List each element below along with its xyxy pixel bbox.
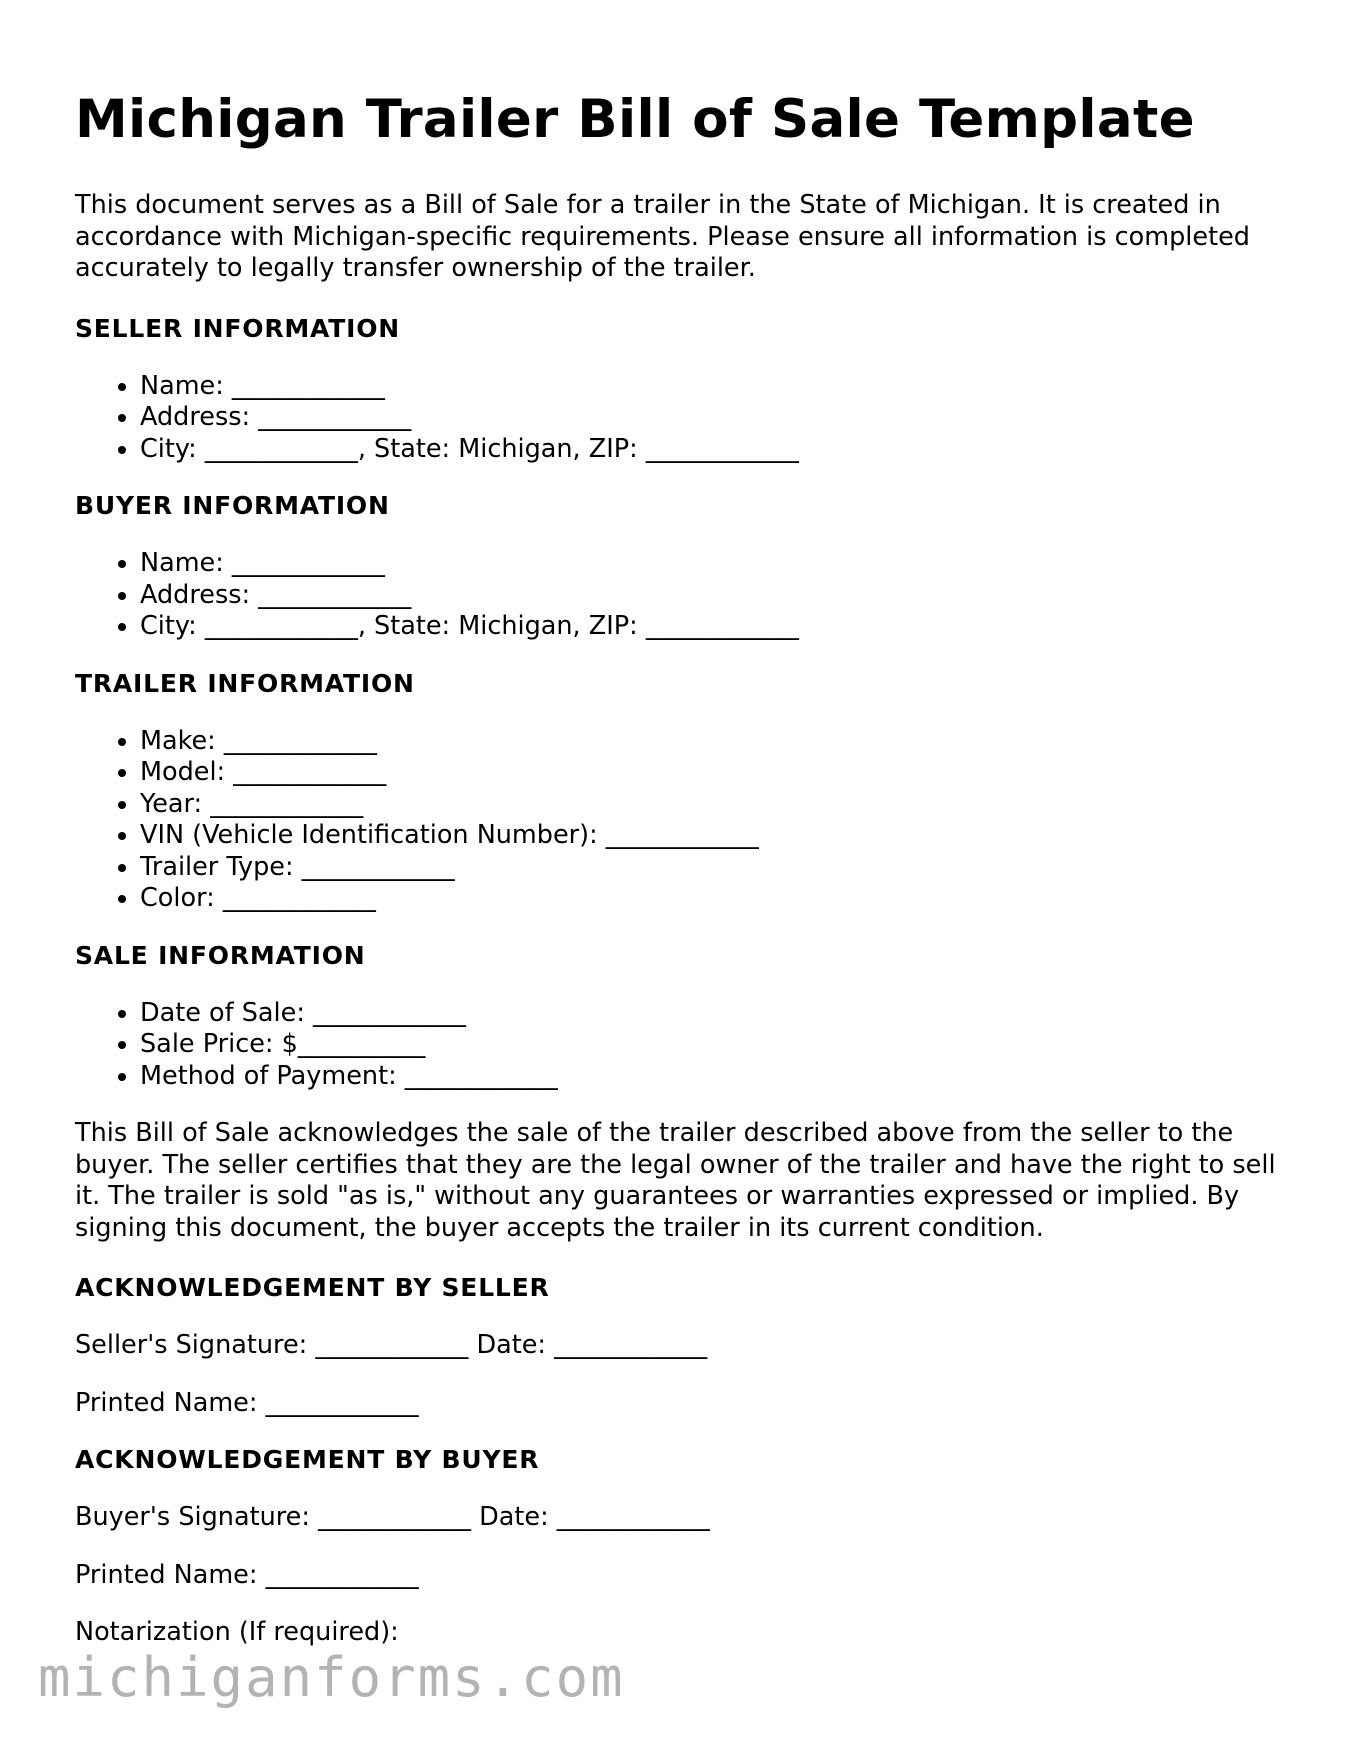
seller-name-field: • Name: ____________ bbox=[140, 371, 1295, 403]
sale-list bbox=[75, 998, 1295, 1093]
buyer-city-field: • City: ____________, State: Michigan, ZIP: ____________ bbox=[140, 611, 1295, 643]
buyer-heading: BUYER INFORMATION bbox=[75, 491, 390, 520]
buyer-printed-name-line: Printed Name: ____________ bbox=[75, 1559, 419, 1590]
trailer-make-field: • Make: ____________ bbox=[140, 726, 1295, 758]
intro-paragraph: This document serves as a Bill of Sale for a trailer in the State of Michigan. It is created in accordance with Michigan-specific requirements. Please ensure all information is completed accurately to legally transfer ownership of the trailer. bbox=[75, 190, 1250, 283]
seller-printed-name-line: Printed Name: ____________ bbox=[75, 1387, 419, 1418]
buyer-list bbox=[75, 548, 1295, 643]
buyer-name-field: • Name: ____________ bbox=[140, 548, 1295, 580]
acknowledgement-paragraph: This Bill of Sale acknowledges the sale of the trailer described above from the seller to the buyer. The seller certifies that they are the legal owner of the trailer and have the right to sell it. The trailer is sold "as is," without any guarantees or warranties expressed or implied. By signing this document, the buyer accepts the trailer in its current condition. bbox=[75, 1118, 1276, 1243]
page-title: Michigan Trailer Bill of Sale Template bbox=[75, 89, 1195, 150]
seller-heading: SELLER INFORMATION bbox=[75, 313, 400, 343]
seller-address-field: • Address: ____________ bbox=[140, 402, 1295, 434]
trailer-model-field: • Model: ____________ bbox=[140, 757, 1295, 789]
buyer-signature-line: Buyer's Signature: ____________ Date: ____________ bbox=[75, 1502, 710, 1532]
sale-heading: SALE INFORMATION bbox=[75, 940, 366, 970]
seller-list bbox=[75, 371, 1295, 466]
sale-price-field: • Sale Price: $__________ bbox=[140, 1029, 1295, 1061]
trailer-type-field: • Trailer Type: ____________ bbox=[140, 852, 1295, 884]
buyer-address-field: • Address: ____________ bbox=[140, 580, 1295, 612]
notarization-line: Notarization (If required): bbox=[75, 1617, 399, 1647]
ack-seller-heading: ACKNOWLEDGEMENT BY SELLER bbox=[75, 1273, 550, 1302]
seller-signature-line: Seller's Signature: ____________ Date: ____________ bbox=[75, 1330, 708, 1360]
document-page bbox=[75, 88, 1295, 1675]
trailer-heading: TRAILER INFORMATION bbox=[75, 668, 415, 698]
seller-city-field: • City: ____________, State: Michigan, ZIP: ____________ bbox=[140, 434, 1295, 466]
trailer-list bbox=[75, 726, 1295, 915]
ack-buyer-heading: ACKNOWLEDGEMENT BY BUYER bbox=[75, 1445, 540, 1474]
trailer-vin-field: • VIN (Vehicle Identification Number): ____________ bbox=[140, 820, 1295, 852]
watermark: michiganforms.com bbox=[38, 1646, 625, 1709]
sale-payment-method-field: • Method of Payment: ____________ bbox=[140, 1061, 1295, 1093]
trailer-color-field: • Color: ____________ bbox=[140, 883, 1295, 915]
sale-date-field: • Date of Sale: ____________ bbox=[140, 998, 1295, 1030]
trailer-year-field: • Year: ____________ bbox=[140, 789, 1295, 821]
